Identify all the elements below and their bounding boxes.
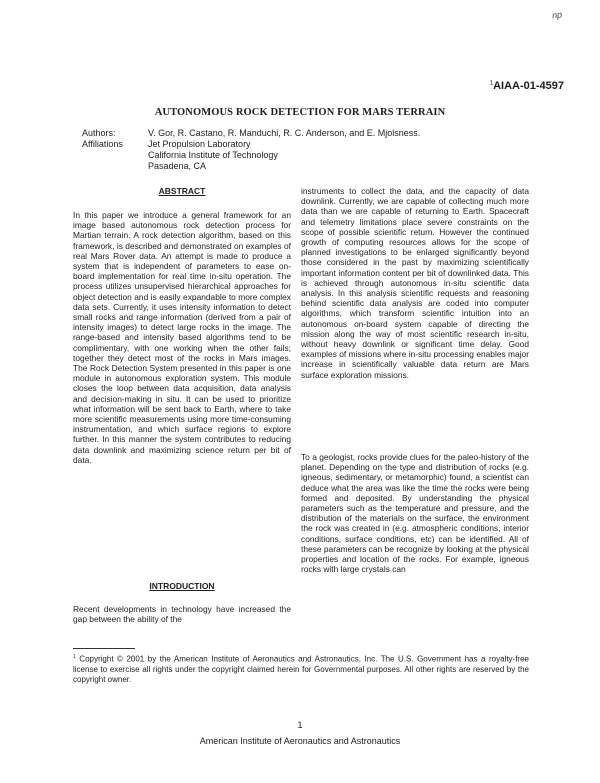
authors-names: V. Gor, R. Castano, R. Manduchi, R. C. Anderson, and E. Mjolsness. — [148, 128, 421, 138]
abstract-paragraph: In this paper we introduce a general framework for an image based autonomous rock detection process for Martian terrain. A rock detection algorithm, based on this framework, is described and demonstrated on examples of real Mars Rover data. An attempt is made to produce a system that is independent of parameters to ease on-board implementation for real time in-situ operation. The process utilizes unsupervised hierarchical approaches for object detection and is easily expandable to more complex data sets. Currently, it uses intensity information to detect small rocks and range information (derived from a pair of intensity images) to detect large rocks in the image. The range-based and intensity based algorithms tend to be complimentary, with one working when the other fails; together they detect most of the rocks in Mars images. The Rock Detection System presented in this paper is one module in autonomous exploration system. This module closes the loop between data acquisition, data analysis and decision-making in situ. It can be used to prioritize what information will be sent back to Earth, where to take more scientific measurements using more time-consuming instrumentation, and which surface regions to explore further. In this manner the system contributes to reducing data downlink and maximizing science return per bit of data. — [73, 210, 291, 465]
introduction-paragraph: Recent developments in technology have increased the gap between the ability of the — [73, 604, 291, 625]
report-number-mark: 1 — [489, 80, 494, 87]
copyright-footnote — [73, 652, 529, 685]
page-number: 1 — [297, 720, 303, 730]
introduction-body — [73, 604, 291, 624]
paper-title: AUTONOMOUS ROCK DETECTION FOR MARS TERRAIN — [154, 107, 446, 118]
affiliation-line-3: Pasadena, CA — [148, 161, 207, 171]
corner-handwritten-mark: np — [551, 9, 563, 21]
report-number — [490, 80, 564, 92]
abstract-heading: ABSTRACT — [158, 186, 206, 196]
authors-label: Authors: — [82, 128, 116, 138]
abstract-body — [73, 210, 291, 465]
affiliations-label: Affiliations — [82, 139, 123, 149]
affiliation-line-1: Jet Propulsion Laboratory — [148, 139, 251, 149]
right-paragraph-1: instruments to collect the data, and the capacity of data downlink. Currently, we are capable of collecting much more data than we are capable of returning to Earth. Spacecraft and telemetry limitations place severe constraints on the scope of possible scientific return. However the continued growth of computing resources allows for the scope of planned investigations to be enlarged significantly beyond those considered in the past by maximizing scientifically important information content per bit of downlinked data. This is achieved through autonomous in-situ scientific data analysis. In this analysis scientific requests and reasoning behind scientific data analysis are coded into computer algorithms, which transform scientific intuition into an autonomous on-board system capable of directing the mission along the way of most scientific research in-situ, without heavy downlink or significant time delay. Good examples of missions where in-situ processing enables major increase in scientifically valuable data return are Mars surface exploration missions. — [301, 186, 529, 380]
right-paragraph-2: To a geologist, rocks provide clues for the paleo-history of the planet. Depending on the type and distribution of rocks (e.g. igneous, sedimentary, or metamorphic) found, a scientist can deduce what the area was like the time the rocks were being formed and deposited. By understanding the physical parameters such as the temperature and pressure, and the distribution of the materials on the surface, the environment the rock was created in (e.g. atmospheric conditions, interior conditions, surface conditions, etc) can be identified. All of these parameters can be recognize by looking at the physical properties and location of the rocks. For example, igneous rocks with large crystals can — [301, 452, 529, 575]
footnote-mark: 1 — [73, 654, 76, 660]
report-number-text: AIAA-01-4597 — [493, 80, 564, 92]
footnote-divider — [73, 648, 135, 649]
affiliation-line-2: California Institute of Technology — [148, 150, 278, 160]
right-column-body-2 — [301, 452, 529, 574]
footnote-text: Copyright © 2001 by the American Institute of Aeronautics and Astronautics, Inc. The U.S. Government has a royalty-free license to exercise all rights under the copyright claimed herein for Governmental purposes. All other rights are reserved by the copyright owner. — [73, 654, 529, 684]
right-column-body — [301, 186, 529, 380]
page-footer: American Institute of Aeronautics and Astronautics — [199, 736, 401, 746]
introduction-heading: INTRODUCTION — [149, 581, 215, 591]
